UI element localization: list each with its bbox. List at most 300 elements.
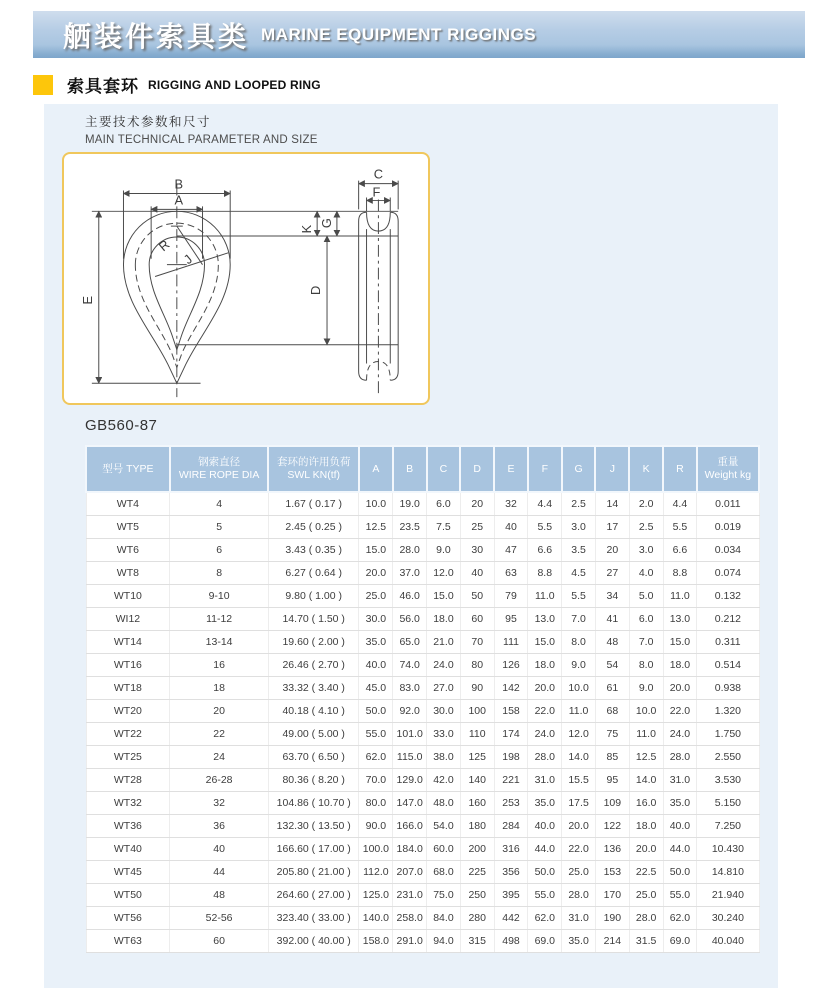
table-cell: 48 <box>170 884 269 907</box>
table-cell: 100 <box>460 700 494 723</box>
table-cell: 20.0 <box>663 677 697 700</box>
table-cell: 0.514 <box>697 654 759 677</box>
table-cell: 24 <box>170 746 269 769</box>
svg-text:J: J <box>180 251 196 268</box>
column-header: 型号 TYPE <box>86 446 170 492</box>
table-cell: 5.5 <box>528 516 562 539</box>
spec-table <box>85 445 760 953</box>
table-cell: 20 <box>460 492 494 516</box>
table-cell: 25.0 <box>629 884 663 907</box>
table-cell: 94.0 <box>427 930 461 953</box>
table-cell: 395 <box>494 884 528 907</box>
table-cell: 22.0 <box>528 700 562 723</box>
table-cell: 40.0 <box>663 815 697 838</box>
table-cell: WT5 <box>86 516 170 539</box>
section-title-chinese: 索具套环 <box>67 77 139 96</box>
table-cell: 14.810 <box>697 861 759 884</box>
spec-table-header <box>86 446 759 492</box>
table-cell: 50 <box>460 585 494 608</box>
table-cell: 75.0 <box>427 884 461 907</box>
table-cell: WT16 <box>86 654 170 677</box>
table-cell: 41 <box>595 608 629 631</box>
table-cell: 9.0 <box>562 654 596 677</box>
svg-text:A: A <box>174 192 184 208</box>
table-cell: 8.0 <box>562 631 596 654</box>
table-cell: 110 <box>460 723 494 746</box>
table-cell: 129.0 <box>393 769 427 792</box>
table-cell: 25.0 <box>359 585 393 608</box>
table-cell: 37.0 <box>393 562 427 585</box>
table-cell: 83.0 <box>393 677 427 700</box>
table-cell: 122 <box>595 815 629 838</box>
table-row <box>86 562 759 585</box>
table-cell: 54.0 <box>427 815 461 838</box>
table-cell: WT50 <box>86 884 170 907</box>
table-cell: 35.0 <box>663 792 697 815</box>
table-cell: 4.4 <box>528 492 562 516</box>
table-cell: 80.36 ( 8.20 ) <box>268 769 359 792</box>
table-cell: 111 <box>494 631 528 654</box>
table-cell: WT32 <box>86 792 170 815</box>
table-cell: 8.8 <box>663 562 697 585</box>
table-row <box>86 631 759 654</box>
table-cell: WI12 <box>86 608 170 631</box>
table-cell: 16.0 <box>629 792 663 815</box>
table-cell: 14.0 <box>629 769 663 792</box>
table-cell: 65.0 <box>393 631 427 654</box>
table-cell: 14.70 ( 1.50 ) <box>268 608 359 631</box>
table-cell: 205.80 ( 21.00 ) <box>268 861 359 884</box>
table-cell: 160 <box>460 792 494 815</box>
table-cell: 2.45 ( 0.25 ) <box>268 516 359 539</box>
table-cell: 0.019 <box>697 516 759 539</box>
table-cell: 4 <box>170 492 269 516</box>
table-cell: 190 <box>595 907 629 930</box>
table-cell: 62.0 <box>528 907 562 930</box>
table-cell: 25.0 <box>562 861 596 884</box>
table-cell: WT6 <box>86 539 170 562</box>
table-cell: WT14 <box>86 631 170 654</box>
table-cell: 90.0 <box>359 815 393 838</box>
table-cell: 20.0 <box>562 815 596 838</box>
table-cell: 13.0 <box>663 608 697 631</box>
svg-text:R: R <box>155 236 173 255</box>
table-cell: 36 <box>170 815 269 838</box>
table-cell: 207.0 <box>393 861 427 884</box>
table-cell: 26-28 <box>170 769 269 792</box>
table-cell: 17 <box>595 516 629 539</box>
table-cell: 18.0 <box>427 608 461 631</box>
table-cell: 284 <box>494 815 528 838</box>
table-cell: 79 <box>494 585 528 608</box>
table-cell: 0.074 <box>697 562 759 585</box>
table-cell: 44.0 <box>663 838 697 861</box>
table-cell: 0.311 <box>697 631 759 654</box>
page-header-banner <box>33 11 805 58</box>
table-cell: 22.0 <box>562 838 596 861</box>
table-cell: 13-14 <box>170 631 269 654</box>
table-cell: 68 <box>595 700 629 723</box>
table-cell: 70.0 <box>359 769 393 792</box>
table-cell: 132.30 ( 13.50 ) <box>268 815 359 838</box>
table-cell: 61 <box>595 677 629 700</box>
table-row <box>86 516 759 539</box>
table-cell: 19.60 ( 2.00 ) <box>268 631 359 654</box>
table-row <box>86 700 759 723</box>
table-cell: 52-56 <box>170 907 269 930</box>
table-cell: 20 <box>170 700 269 723</box>
table-cell: WT4 <box>86 492 170 516</box>
svg-text:B: B <box>174 176 184 192</box>
column-header: J <box>595 446 629 492</box>
table-cell: 35.0 <box>562 930 596 953</box>
table-cell: WT8 <box>86 562 170 585</box>
table-cell: 9-10 <box>170 585 269 608</box>
column-header: A <box>359 446 393 492</box>
table-cell: 258.0 <box>393 907 427 930</box>
table-cell: 33.0 <box>427 723 461 746</box>
table-cell: 11.0 <box>663 585 697 608</box>
table-cell: 9.0 <box>427 539 461 562</box>
table-cell: 60 <box>460 608 494 631</box>
table-cell: 28.0 <box>629 907 663 930</box>
table-cell: 30.0 <box>359 608 393 631</box>
table-cell: 10.0 <box>359 492 393 516</box>
column-header: K <box>629 446 663 492</box>
standard-number: GB560-87 <box>85 417 158 434</box>
table-cell: 40.18 ( 4.10 ) <box>268 700 359 723</box>
table-cell: 4.4 <box>663 492 697 516</box>
table-cell: 11.0 <box>528 585 562 608</box>
table-row <box>86 723 759 746</box>
table-cell: 60 <box>170 930 269 953</box>
table-cell: 40.0 <box>359 654 393 677</box>
table-cell: 74.0 <box>393 654 427 677</box>
table-cell: 11-12 <box>170 608 269 631</box>
table-cell: 15.0 <box>359 539 393 562</box>
table-cell: 142 <box>494 677 528 700</box>
table-cell: 22.0 <box>663 700 697 723</box>
table-cell: 6.6 <box>663 539 697 562</box>
table-cell: 95 <box>494 608 528 631</box>
table-cell: 92.0 <box>393 700 427 723</box>
table-cell: 315 <box>460 930 494 953</box>
table-cell: 2.0 <box>629 492 663 516</box>
table-row <box>86 746 759 769</box>
table-cell: 15.0 <box>528 631 562 654</box>
table-cell: 54 <box>595 654 629 677</box>
table-row <box>86 907 759 930</box>
table-cell: 10.0 <box>629 700 663 723</box>
table-cell: 22.5 <box>629 861 663 884</box>
table-cell: 6.0 <box>629 608 663 631</box>
table-cell: 35.0 <box>528 792 562 815</box>
table-cell: 18 <box>170 677 269 700</box>
table-cell: 19.0 <box>393 492 427 516</box>
table-cell: 26.46 ( 2.70 ) <box>268 654 359 677</box>
table-cell: 3.0 <box>562 516 596 539</box>
table-cell: 31.0 <box>562 907 596 930</box>
table-cell: 231.0 <box>393 884 427 907</box>
table-cell: 0.011 <box>697 492 759 516</box>
table-cell: 291.0 <box>393 930 427 953</box>
table-cell: 316 <box>494 838 528 861</box>
table-cell: 225 <box>460 861 494 884</box>
table-cell: 180 <box>460 815 494 838</box>
table-cell: 11.0 <box>562 700 596 723</box>
table-cell: 253 <box>494 792 528 815</box>
table-row <box>86 884 759 907</box>
table-cell: 69.0 <box>663 930 697 953</box>
table-cell: 50.0 <box>663 861 697 884</box>
table-cell: WT36 <box>86 815 170 838</box>
table-row <box>86 539 759 562</box>
table-row <box>86 769 759 792</box>
table-cell: 25 <box>460 516 494 539</box>
yellow-bullet-icon <box>33 75 53 95</box>
table-cell: 18.0 <box>663 654 697 677</box>
table-cell: 198 <box>494 746 528 769</box>
table-cell: 69.0 <box>528 930 562 953</box>
table-cell: 40.040 <box>697 930 759 953</box>
table-cell: 40.0 <box>528 815 562 838</box>
page-title-chinese: 舾装件索具类 <box>63 20 250 52</box>
table-cell: 147.0 <box>393 792 427 815</box>
table-cell: WT18 <box>86 677 170 700</box>
table-cell: 85 <box>595 746 629 769</box>
table-cell: 280 <box>460 907 494 930</box>
table-cell: 18.0 <box>528 654 562 677</box>
table-cell: 1.320 <box>697 700 759 723</box>
table-cell: 15.0 <box>663 631 697 654</box>
table-cell: 55.0 <box>359 723 393 746</box>
table-cell: 60.0 <box>427 838 461 861</box>
table-cell: WT25 <box>86 746 170 769</box>
table-cell: 0.132 <box>697 585 759 608</box>
table-cell: 3.43 ( 0.35 ) <box>268 539 359 562</box>
table-cell: 31.0 <box>528 769 562 792</box>
column-header: E <box>494 446 528 492</box>
intro-english: MAIN TECHNICAL PARAMETER AND SIZE <box>85 134 318 146</box>
table-cell: 95 <box>595 769 629 792</box>
table-cell: 40 <box>460 562 494 585</box>
table-cell: 31.5 <box>629 930 663 953</box>
table-cell: WT40 <box>86 838 170 861</box>
table-cell: 30.240 <box>697 907 759 930</box>
table-cell: 35.0 <box>359 631 393 654</box>
table-cell: 38.0 <box>427 746 461 769</box>
table-cell: 15.5 <box>562 769 596 792</box>
table-cell: 28.0 <box>663 746 697 769</box>
table-cell: 8 <box>170 562 269 585</box>
table-cell: 50.0 <box>528 861 562 884</box>
table-cell: 48 <box>595 631 629 654</box>
table-cell: 20.0 <box>629 838 663 861</box>
table-cell: 104.86 ( 10.70 ) <box>268 792 359 815</box>
table-cell: 32 <box>170 792 269 815</box>
table-cell: 3.530 <box>697 769 759 792</box>
table-cell: 0.212 <box>697 608 759 631</box>
table-cell: 46.0 <box>393 585 427 608</box>
table-cell: 250 <box>460 884 494 907</box>
table-row <box>86 654 759 677</box>
table-cell: 1.67 ( 0.17 ) <box>268 492 359 516</box>
table-cell: 0.034 <box>697 539 759 562</box>
table-cell: WT22 <box>86 723 170 746</box>
column-header: C <box>427 446 461 492</box>
table-cell: 48.0 <box>427 792 461 815</box>
table-cell: 33.32 ( 3.40 ) <box>268 677 359 700</box>
table-cell: 62.0 <box>359 746 393 769</box>
table-cell: 84.0 <box>427 907 461 930</box>
table-cell: 125.0 <box>359 884 393 907</box>
table-cell: WT56 <box>86 907 170 930</box>
table-cell: 27.0 <box>427 677 461 700</box>
table-row <box>86 492 759 516</box>
table-cell: 80 <box>460 654 494 677</box>
table-cell: 14 <box>595 492 629 516</box>
table-cell: 20.0 <box>528 677 562 700</box>
table-cell: 356 <box>494 861 528 884</box>
table-cell: 126 <box>494 654 528 677</box>
table-cell: WT63 <box>86 930 170 953</box>
table-cell: 49.00 ( 5.00 ) <box>268 723 359 746</box>
table-cell: 140 <box>460 769 494 792</box>
table-cell: 9.80 ( 1.00 ) <box>268 585 359 608</box>
table-cell: 8.8 <box>528 562 562 585</box>
table-cell: 40 <box>170 838 269 861</box>
table-cell: 50.0 <box>359 700 393 723</box>
table-row <box>86 608 759 631</box>
table-cell: 5.150 <box>697 792 759 815</box>
svg-text:C: C <box>373 166 384 182</box>
table-cell: 100.0 <box>359 838 393 861</box>
table-cell: 63 <box>494 562 528 585</box>
table-cell: 166.60 ( 17.00 ) <box>268 838 359 861</box>
column-header: 钢索直径 WIRE ROPE DIA <box>170 446 269 492</box>
table-cell: 170 <box>595 884 629 907</box>
table-cell: 44.0 <box>528 838 562 861</box>
table-cell: 12.0 <box>562 723 596 746</box>
technical-drawing <box>64 154 428 403</box>
table-cell: 6.27 ( 0.64 ) <box>268 562 359 585</box>
table-cell: 200 <box>460 838 494 861</box>
table-cell: 28.0 <box>562 884 596 907</box>
table-cell: 20 <box>595 539 629 562</box>
svg-text:F: F <box>372 184 381 200</box>
table-cell: 31.0 <box>663 769 697 792</box>
table-cell: 9.0 <box>629 677 663 700</box>
diagram-box <box>62 152 430 405</box>
table-cell: 47 <box>494 539 528 562</box>
table-cell: 28.0 <box>528 746 562 769</box>
table-cell: WT45 <box>86 861 170 884</box>
table-cell: 27 <box>595 562 629 585</box>
table-cell: 20.0 <box>359 562 393 585</box>
table-cell: 28.0 <box>393 539 427 562</box>
table-cell: 40 <box>494 516 528 539</box>
table-cell: 214 <box>595 930 629 953</box>
table-cell: 11.0 <box>629 723 663 746</box>
table-cell: 136 <box>595 838 629 861</box>
table-cell: 63.70 ( 6.50 ) <box>268 746 359 769</box>
column-header: D <box>460 446 494 492</box>
table-cell: 56.0 <box>393 608 427 631</box>
column-header: F <box>528 446 562 492</box>
table-cell: 16 <box>170 654 269 677</box>
table-cell: 498 <box>494 930 528 953</box>
table-cell: 21.0 <box>427 631 461 654</box>
table-cell: WT10 <box>86 585 170 608</box>
table-row <box>86 838 759 861</box>
table-row <box>86 677 759 700</box>
table-cell: 75 <box>595 723 629 746</box>
table-cell: 80.0 <box>359 792 393 815</box>
table-cell: 10.0 <box>562 677 596 700</box>
table-cell: 3.5 <box>562 539 596 562</box>
table-cell: 7.0 <box>629 631 663 654</box>
table-cell: 221 <box>494 769 528 792</box>
table-cell: 264.60 ( 27.00 ) <box>268 884 359 907</box>
table-cell: 0.938 <box>697 677 759 700</box>
table-cell: 392.00 ( 40.00 ) <box>268 930 359 953</box>
table-cell: 34 <box>595 585 629 608</box>
table-cell: 8.0 <box>629 654 663 677</box>
section-title-english: RIGGING AND LOOPED RING <box>148 77 321 92</box>
table-cell: 55.0 <box>528 884 562 907</box>
table-row <box>86 585 759 608</box>
table-cell: 30 <box>460 539 494 562</box>
column-header: G <box>562 446 596 492</box>
table-cell: 125 <box>460 746 494 769</box>
table-cell: 12.5 <box>359 516 393 539</box>
section-heading <box>33 72 321 97</box>
table-cell: 184.0 <box>393 838 427 861</box>
table-cell: 2.5 <box>629 516 663 539</box>
table-cell: 101.0 <box>393 723 427 746</box>
table-cell: 68.0 <box>427 861 461 884</box>
table-cell: 6.0 <box>427 492 461 516</box>
svg-text:D: D <box>308 285 324 295</box>
table-cell: 18.0 <box>629 815 663 838</box>
table-cell: 21.940 <box>697 884 759 907</box>
table-cell: 166.0 <box>393 815 427 838</box>
table-cell: 70 <box>460 631 494 654</box>
table-cell: 42.0 <box>427 769 461 792</box>
table-cell: 5.5 <box>562 585 596 608</box>
table-cell: 5.5 <box>663 516 697 539</box>
table-cell: 2.550 <box>697 746 759 769</box>
table-cell: 3.0 <box>629 539 663 562</box>
table-cell: WT20 <box>86 700 170 723</box>
table-cell: 10.430 <box>697 838 759 861</box>
table-cell: 174 <box>494 723 528 746</box>
table-cell: 158.0 <box>359 930 393 953</box>
table-cell: 15.0 <box>427 585 461 608</box>
table-row <box>86 861 759 884</box>
table-cell: 6 <box>170 539 269 562</box>
table-cell: 112.0 <box>359 861 393 884</box>
table-cell: 7.250 <box>697 815 759 838</box>
table-cell: 62.0 <box>663 907 697 930</box>
intro-text <box>85 112 318 146</box>
table-cell: 55.0 <box>663 884 697 907</box>
table-cell: 2.5 <box>562 492 596 516</box>
table-cell: 115.0 <box>393 746 427 769</box>
table-cell: WT28 <box>86 769 170 792</box>
table-cell: 1.750 <box>697 723 759 746</box>
table-cell: 153 <box>595 861 629 884</box>
